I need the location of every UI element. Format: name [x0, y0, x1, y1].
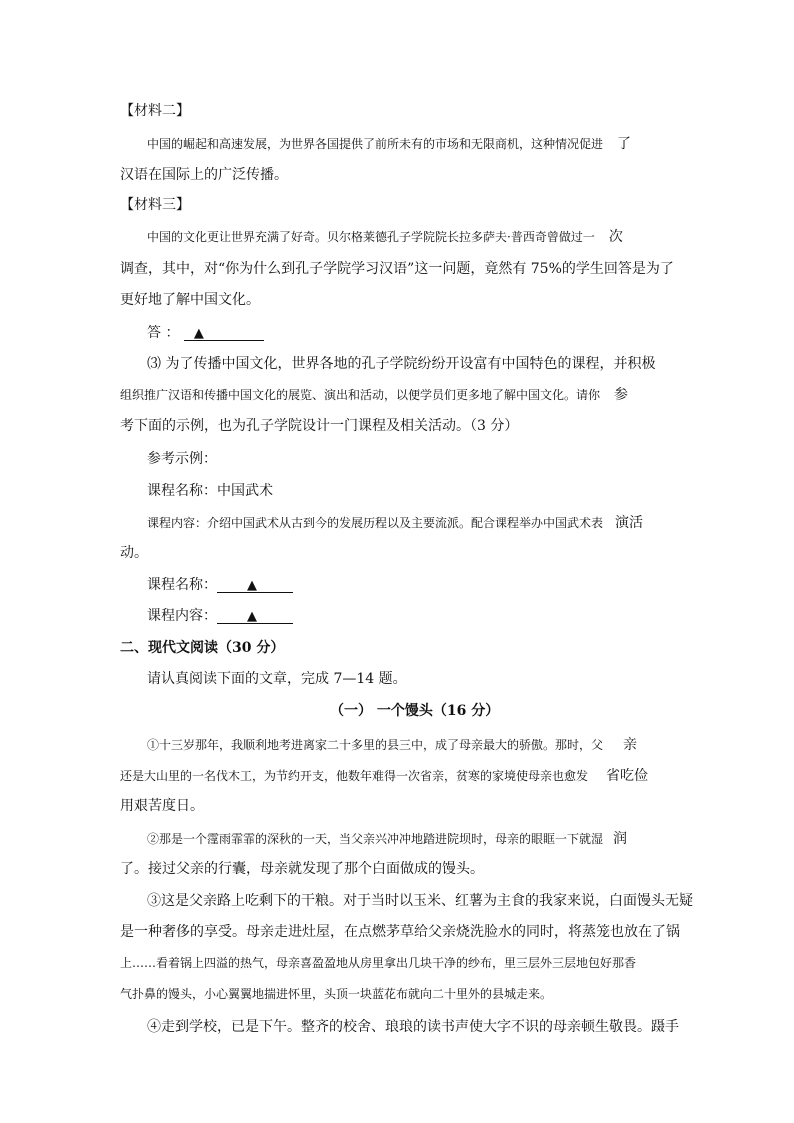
example-course-content-line2: 动。 — [120, 545, 148, 561]
article-p1-line2-text: 还是大山里的一名伐木工，为节约开支，他数年难得一次省亲，贫寒的家境使母亲也愈发 — [120, 769, 589, 783]
example-course-content-text: 课程内容：介绍中国武术从古到今的发展历程以及主要流派。配合课程举办中国武术表 — [147, 516, 604, 530]
article-p2-line1-text: ②那是一个霪雨霏霏的深秋的一天，当父亲兴冲冲地踏进院坝时，母亲的眼眶一下就湿 — [147, 832, 604, 846]
material2-line1 — [147, 137, 631, 151]
article-p3-line2: 是一种奢侈的享受。母亲走进灶屋，在点燃茅草给父亲烧洗脸水的同时，将蒸笼也放在了锅 — [120, 924, 680, 940]
section2-instruction: 请认真阅读下面的文章，完成 7—14 题。 — [147, 671, 407, 687]
article-p3-line3: 上……看着锅上四溢的热气，母亲喜盈盈地从房里拿出几块干净的纱布，里三层外三层地包好那香 — [120, 956, 637, 970]
fill-course-content-marker: ▲ — [247, 609, 257, 624]
fill-course-name-row — [147, 578, 293, 593]
article-p1-line1-tail: 亲 — [623, 737, 638, 753]
question3-line3: 考下面的示例，也为孔子学院设计一门课程及相关活动。（3 分） — [120, 418, 519, 434]
question3-line1: ⑶ 为了传播中国文化，世界各地的孔子学院纷纷开设富有中国特色的课程，并积极 — [147, 356, 656, 372]
answer-blank[interactable] — [184, 327, 264, 341]
material3-line1-text: 中国的文化更让世界充满了好奇。贝尔格莱德孔子学院院长拉多萨夫·普西奇曾做过一 — [147, 230, 595, 244]
article-p1-line3: 用艰苦度日。 — [120, 798, 204, 814]
fill-course-name-marker: ▲ — [247, 578, 257, 593]
fill-course-content-row — [147, 609, 293, 624]
article-p1-line1-text: ①十三岁那年，我顺利地考进离家二十多里的县三中，成了母亲最大的骄傲。那时，父 — [147, 738, 604, 752]
article-p3-line1: ③这是父亲路上吃剩下的干粮。对于当时以玉米、红薯为主食的我家来说，白面馒头无疑 — [147, 893, 693, 909]
article-p2-line1 — [147, 832, 627, 846]
article-p2-line1-tail: 润 — [613, 831, 628, 847]
question3-line2-text: 组织推广汉语和传播中国文化的展览、演出和活动，以便学员们更多地了解中国文化。请你 — [120, 388, 601, 402]
fill-course-content-blank[interactable] — [217, 610, 293, 624]
example-course-content — [147, 516, 643, 530]
material3-heading: 【材料三】 — [120, 197, 190, 213]
fill-course-name-label: 课程名称： — [147, 577, 217, 593]
material3-line2: 调查，其中，对“你为什么到孔子学院学习汉语”这一问题，竟然有 75%的学生回答是为了 — [120, 261, 674, 277]
section2-heading: 二、现代文阅读（30 分） — [120, 640, 285, 656]
article-p1-line1 — [147, 738, 637, 752]
question3-line2-tail: 参 — [614, 387, 629, 403]
article-p3-line4: 气扑鼻的馒头，小心翼翼地揣进怀里，头顶一块蓝花布就向二十里外的县城走来。 — [120, 987, 553, 1001]
article-p2-line2: 了。接过父亲的行囊，母亲就发现了那个白面做成的馒头。 — [120, 861, 484, 877]
question3-line2 — [120, 388, 628, 402]
article-title: （一） 一个馒头（16 分） — [330, 703, 500, 719]
example-title: 参考示例： — [147, 451, 217, 467]
fill-course-name-blank[interactable] — [217, 579, 293, 593]
article-p1-line2 — [120, 769, 648, 783]
example-course-name: 课程名称：中国武术 — [147, 483, 273, 499]
article-p1-line2-tail: 省吃俭 — [606, 768, 649, 784]
answer-label: 答 ： — [147, 325, 180, 341]
answer-row — [147, 326, 264, 341]
material2-line2: 汉语在国际上的广泛传播。 — [120, 167, 288, 183]
answer-marker: ▲ — [193, 326, 204, 341]
material3-line1 — [147, 230, 623, 244]
material2-line1-tail: 了 — [617, 136, 632, 152]
material3-line3: 更好地了解中国文化。 — [120, 292, 260, 308]
article-p4-line1: ④走到学校，已是下午。整齐的校舍、琅琅的读书声使大字不识的母亲顿生敬畏。蹑手 — [147, 1019, 679, 1035]
material2-line1-text: 中国的崛起和高速发展，为世界各国提供了前所未有的市场和无限商机，这种情况促进 — [147, 137, 604, 151]
example-course-content-tail: 演活 — [615, 515, 644, 531]
material2-heading: 【材料二】 — [120, 103, 190, 119]
fill-course-content-label: 课程内容： — [147, 608, 217, 624]
material3-line1-tail: 次 — [608, 229, 623, 245]
